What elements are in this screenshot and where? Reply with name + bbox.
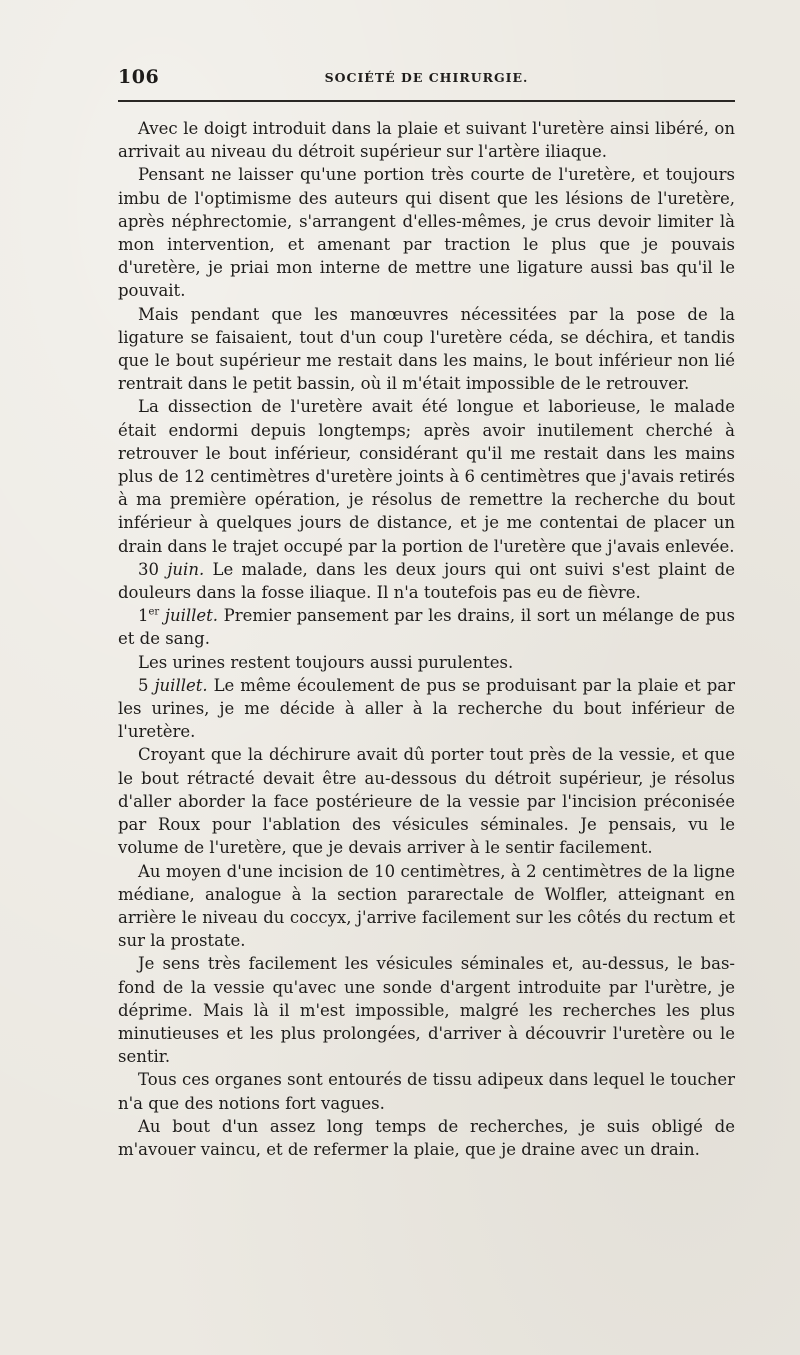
paragraph [118,117,735,163]
paragraph [118,395,735,557]
date-number: 1 [138,606,149,626]
paragraph-text: Les urines restent toujours aussi purulentes. [138,652,514,672]
paragraph-text: Tous ces organes sont entourés de tissu adipeux dans lequel le toucher n'a que des notions fort vagues. [118,1070,735,1113]
paragraph-text: Le malade, dans les deux jours qui ont suivi s'est plaint de douleurs dans la fosse iliaque. Il n'a toutefois pas eu de fièvre. [118,559,736,603]
date-ordinal: er [148,606,160,618]
paragraph-text: Je sens très facilement les vésicules séminales et, au-dessus, le bas-fond de la vessie qu'avec une sonde d'argent introduite par l'urètre, je déprime. Mais là il m'est impossible, malgré les recherches les plus minutieuses et les plus prolongées, d'arriver à découvrir l'uretère ou le sentir. [118,954,735,1067]
date-word: juin. [167,559,205,579]
dated-entry [118,674,735,744]
journal-title: SOCIÉTÉ DE CHIRURGIE. [324,70,529,85]
date-word: juillet. [164,606,219,626]
paragraph [118,860,735,953]
dated-entry [118,604,735,650]
body-text [118,117,735,1161]
date-number: 5 [138,675,149,695]
date-number: 30 [138,559,159,579]
paragraph-text: Mais pendant que les manœuvres nécessitées par la pose de la ligature se faisaient, tout d'un coup l'uretère céda, se déchira, et tandis que le bout supérieur me restait dans les mains, le bout inférieur non lié rentrait dans le petit bassin, où il m'était impossible de le retrouver. [118,304,735,394]
paragraph-text: Premier pansement par les drains, il sort un mélange de pus et de sang. [118,606,735,649]
header-rule [118,100,735,102]
running-head [118,64,735,90]
dated-entry [118,558,735,604]
paragraph-text: La dissection de l'uretère avait été longue et laborieuse, le malade était endormi depuis longtemps; après avoir inutilement cherché à retrouver le bout inférieur, considérant qu'il me restait dans les mains plus de 12 centimètres d'uretère joints à 6 centimètres que j'avais retirés à ma première opération, je résolus de remettre la recherche du bout inférieur à quelques jours de distance, et je me contentai de placer un drain dans le trajet occupé par la portion de l'uretère que j'avais enlevée. [118,397,735,556]
paragraph [118,1115,735,1161]
paragraph [118,952,735,1068]
page-number: 106 [118,66,160,88]
date-word: juillet. [154,675,208,695]
paragraph [118,303,735,396]
paragraph [118,1068,735,1114]
paragraph-text: Pensant ne laisser qu'une portion très courte de l'uretère, et toujours imbu de l'optimisme des auteurs qui disent que les lésions de l'uretère, après néphrectomie, s'arrangent d'elles-mêmes, je crus devoir limiter là mon intervention, et amenant par traction le plus que je pouvais d'uretère, je priai mon interne de mettre une ligature aussi bas qu'il le pouvait. [118,165,735,301]
paragraph-text: Au moyen d'une incision de 10 centimètres, à 2 centimètres de la ligne médiane, analogue à la section pararectale de Wolfler, atteignant en arrière le niveau du coccyx, j'arrive facilement sur les côtés du rectum et sur la prostate. [118,861,735,951]
paragraph-text: Au bout d'un assez long temps de recherches, je suis obligé de m'avouer vaincu, et de refermer la plaie, que je draine avec un drain. [118,1116,735,1159]
paragraph-text: Avec le doigt introduit dans la plaie et suivant l'uretère ainsi libéré, on arrivait au niveau du détroit supérieur sur l'artère iliaque. [118,119,735,162]
paragraph [118,651,735,674]
paragraph [118,743,735,859]
paragraph [118,163,735,302]
paragraph-text: Le même écoulement de pus se produisant par la plaie et par les urines, je me décide à aller à la recherche du bout inférieur de l'uretère. [118,675,736,742]
paragraph-text: Croyant que la déchirure avait dû porter tout près de la vessie, et que le bout rétracté devait être au-dessous du détroit supérieur, je résolus d'aller aborder la face postérieure de la vessie par l'incision préconisée par Roux pour l'ablation des vésicules séminales. Je pensais, vu le volume de l'uretère, que je devais arriver à le sentir facilement. [118,745,735,858]
